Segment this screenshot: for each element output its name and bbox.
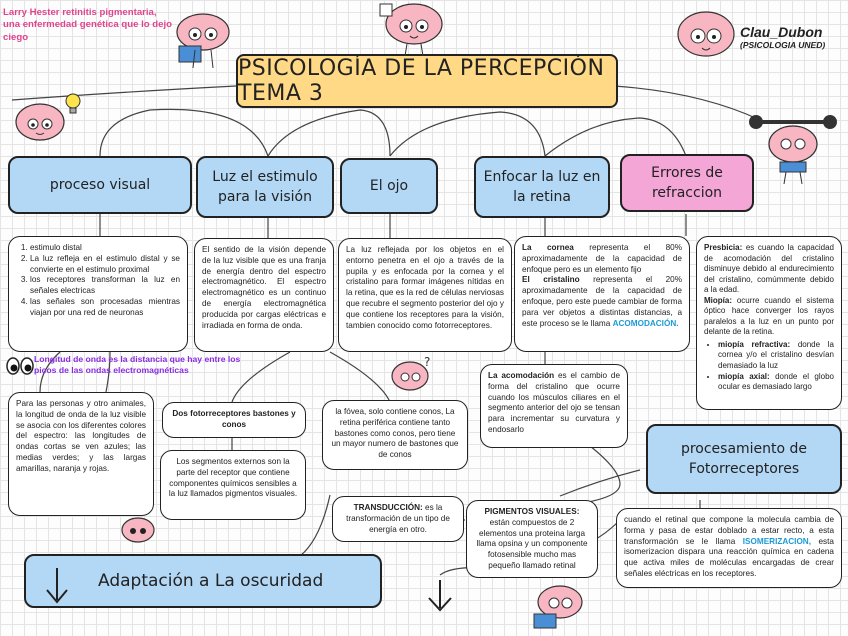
colores-box: Para las personas y otro animales, la longitud de onda de la luz visible se asocia con los diferentes colores del espectro: las longitudes de ondas cortas se ven azules; las medias verdes; y las largas amarillas, naranja y rojas. — [8, 392, 154, 516]
header-errores-refraccion: Errores de refraccion — [620, 154, 754, 212]
brain-character-icon — [12, 100, 68, 150]
eyes-icon — [6, 356, 34, 376]
pigmentos-text: están compuestos de 2 elementos una proteina larga llama opsina y un componente fotosensible mucho mas pequeño llamado retinal — [476, 517, 588, 571]
brain-character-icon — [748, 112, 838, 186]
brain-character-icon — [672, 6, 740, 70]
cristalino-label: El cristalino — [522, 275, 580, 285]
proceso-visual-box — [8, 236, 188, 352]
el-ojo-box: La luz reflejada por los objetos en el entorno penetra en el ojo a través de la pupila y es enfocada por la cornea y el cristalino para formar imágenes nítidas en la retina, que es la red de células nerviosas que recubre el segmento posterior del ojo y que contiene los receptores para la visión, tambien conocido como fotorreceptores. — [338, 238, 512, 352]
author-name: Clau_Dubon — [740, 24, 823, 40]
author-affiliation: (PSICOLOGIA UNED) — [740, 40, 826, 50]
list-item — [718, 372, 834, 393]
brain-character-icon — [530, 580, 586, 634]
list-item: 3. los receptores transforman la luz en señales electricas — [30, 275, 180, 297]
list-item: 2. La luz refleja en el estimulo distal y se convierte en el estimulo proximal — [30, 254, 180, 276]
lightbulb-icon — [62, 92, 84, 116]
pigmentos-label: PIGMENTOS VISUALES: — [484, 507, 580, 516]
down-arrow-icon — [44, 566, 70, 606]
isomerizacion-text-after: esta isomerizacion dispara una reacción química en cadena que activa miles de moléculas encargadas de crear señales eléctricas en los receptores. — [624, 536, 834, 579]
header-adaptacion-oscuridad: Adaptación a La oscuridad — [24, 554, 382, 608]
miopia-axial-label: miopía axial: — [718, 371, 770, 381]
header-enfocar-luz: Enfocar la luz en la retina — [474, 156, 610, 218]
acomodacion-label: La acomodación — [488, 371, 555, 380]
presbicia-label: Presbicia: — [704, 243, 743, 252]
miopia-refractiva-label: miopía refractiva: — [718, 339, 791, 349]
brain-character-icon — [378, 0, 450, 58]
cristalino-text: representa el 20% aproximadamente de la capacidad de enfoque, pero este puede cambiar de forma para ver objetos a distintas distancias, a este proceso se le llama — [522, 275, 682, 328]
header-luz-estimulo: Luz el estimulo para la visión — [196, 156, 334, 218]
page-title: PSICOLOGÍA DE LA PERCEPCIÓN TEMA 3 — [236, 54, 618, 108]
luz-estimulo-box: El sentido de la visión depende de la luz visible que es una franja de energía dentro del espectro electromagnético. El espectro electromagnético es un continuo de energía electromagnética producida por cargas eléctricas e irradiada en forma de onda. — [194, 238, 334, 352]
down-arrow-icon — [426, 578, 454, 614]
miopia-axial-text: donde el globo ocular es demasiado largo — [718, 371, 834, 392]
list-item — [718, 340, 834, 372]
svg-text:?: ? — [424, 355, 431, 369]
isomerizacion-highlight: ISOMERIZACION, — [742, 536, 811, 546]
header-el-ojo: El ojo — [340, 158, 438, 214]
note-larry-hester: Larry Hester retinitis pigmentaria, una enfermedad genética que lo dejo ciego — [3, 7, 172, 43]
miopia-text: ocurre cuando el sistema óptico hace converger los rayos paralelos a la luz en un punto por delante de la retina. — [704, 295, 834, 337]
author-block — [740, 24, 825, 50]
isomerizacion-box — [616, 508, 842, 588]
acomodacion-text: es el cambio de forma del cristalino que ocurre cuando los músculos ciliares en el segmento anterior del ojo se tensan para incrementar su curvatura y endosarlo — [488, 371, 621, 435]
header-proceso-visual: proceso visual — [8, 156, 192, 214]
acomodacion-highlight: ACOMODACIÓN. — [612, 318, 679, 328]
miopia-refractiva-text: donde la cornea y/o el cristalino desvían demasiado la luz — [718, 339, 834, 371]
brain-character-icon — [165, 10, 235, 72]
presbicia-text: es cuando la capacidad de acomodación del cristalino disminuye debido al endurecimiento del cristalino, comúmmente debido a la edad. — [704, 243, 834, 295]
cornea-label: La cornea — [522, 243, 574, 252]
pigmentos-visuales-box — [466, 500, 598, 578]
brain-character-icon — [118, 512, 158, 548]
header-procesamiento-fotorreceptores: procesamiento de Fotorreceptores — [646, 424, 842, 494]
list-item: 1. estimulo distal — [30, 243, 180, 254]
transduccion-box — [332, 496, 464, 542]
proceso-visual-list — [16, 243, 180, 319]
segmentos-externos-box: Los segmentos externos son la parte del receptor que contiene componentes químicos sensibles a la luz llamados pigmentos visuales. — [160, 450, 306, 520]
errores-refraccion-box — [696, 236, 842, 410]
brain-character-icon — [388, 354, 436, 398]
acomodacion-box — [480, 364, 628, 448]
list-item: 4. las señales son procesadas mientras viajan por una red de neuronas — [30, 297, 180, 319]
dos-fotorreceptores-box: Dos fotorreceptores bastones y conos — [162, 402, 306, 438]
fovea-box: la fóvea, solo contiene conos, La retina periférica contiene tanto bastones como conos, pero tiene un mayor numero de bastones que de conos — [322, 400, 468, 470]
isomerizacion-text-before: cuando el retinal que compone la molecula cambia de forma y pasa de estar doblado a estar recto, a esta transformación se le llama — [624, 515, 834, 546]
transduccion-text: es la transformación de un tipo de energía en otro. — [346, 503, 450, 534]
miopia-types-list — [704, 340, 834, 393]
transduccion-label: TRANSDUCCIÓN: — [353, 503, 423, 512]
miopia-label: Miopía: — [704, 295, 732, 305]
enfocar-luz-box — [514, 236, 690, 352]
longitud-onda-note: Longitud de onda es la distancia que hay entre los picos de las ondas electromagnéticas — [34, 354, 241, 376]
cornea-text: representa el 80% aproximadamente de la capacidad de enfoque pero es un elemento fijo — [522, 243, 682, 274]
